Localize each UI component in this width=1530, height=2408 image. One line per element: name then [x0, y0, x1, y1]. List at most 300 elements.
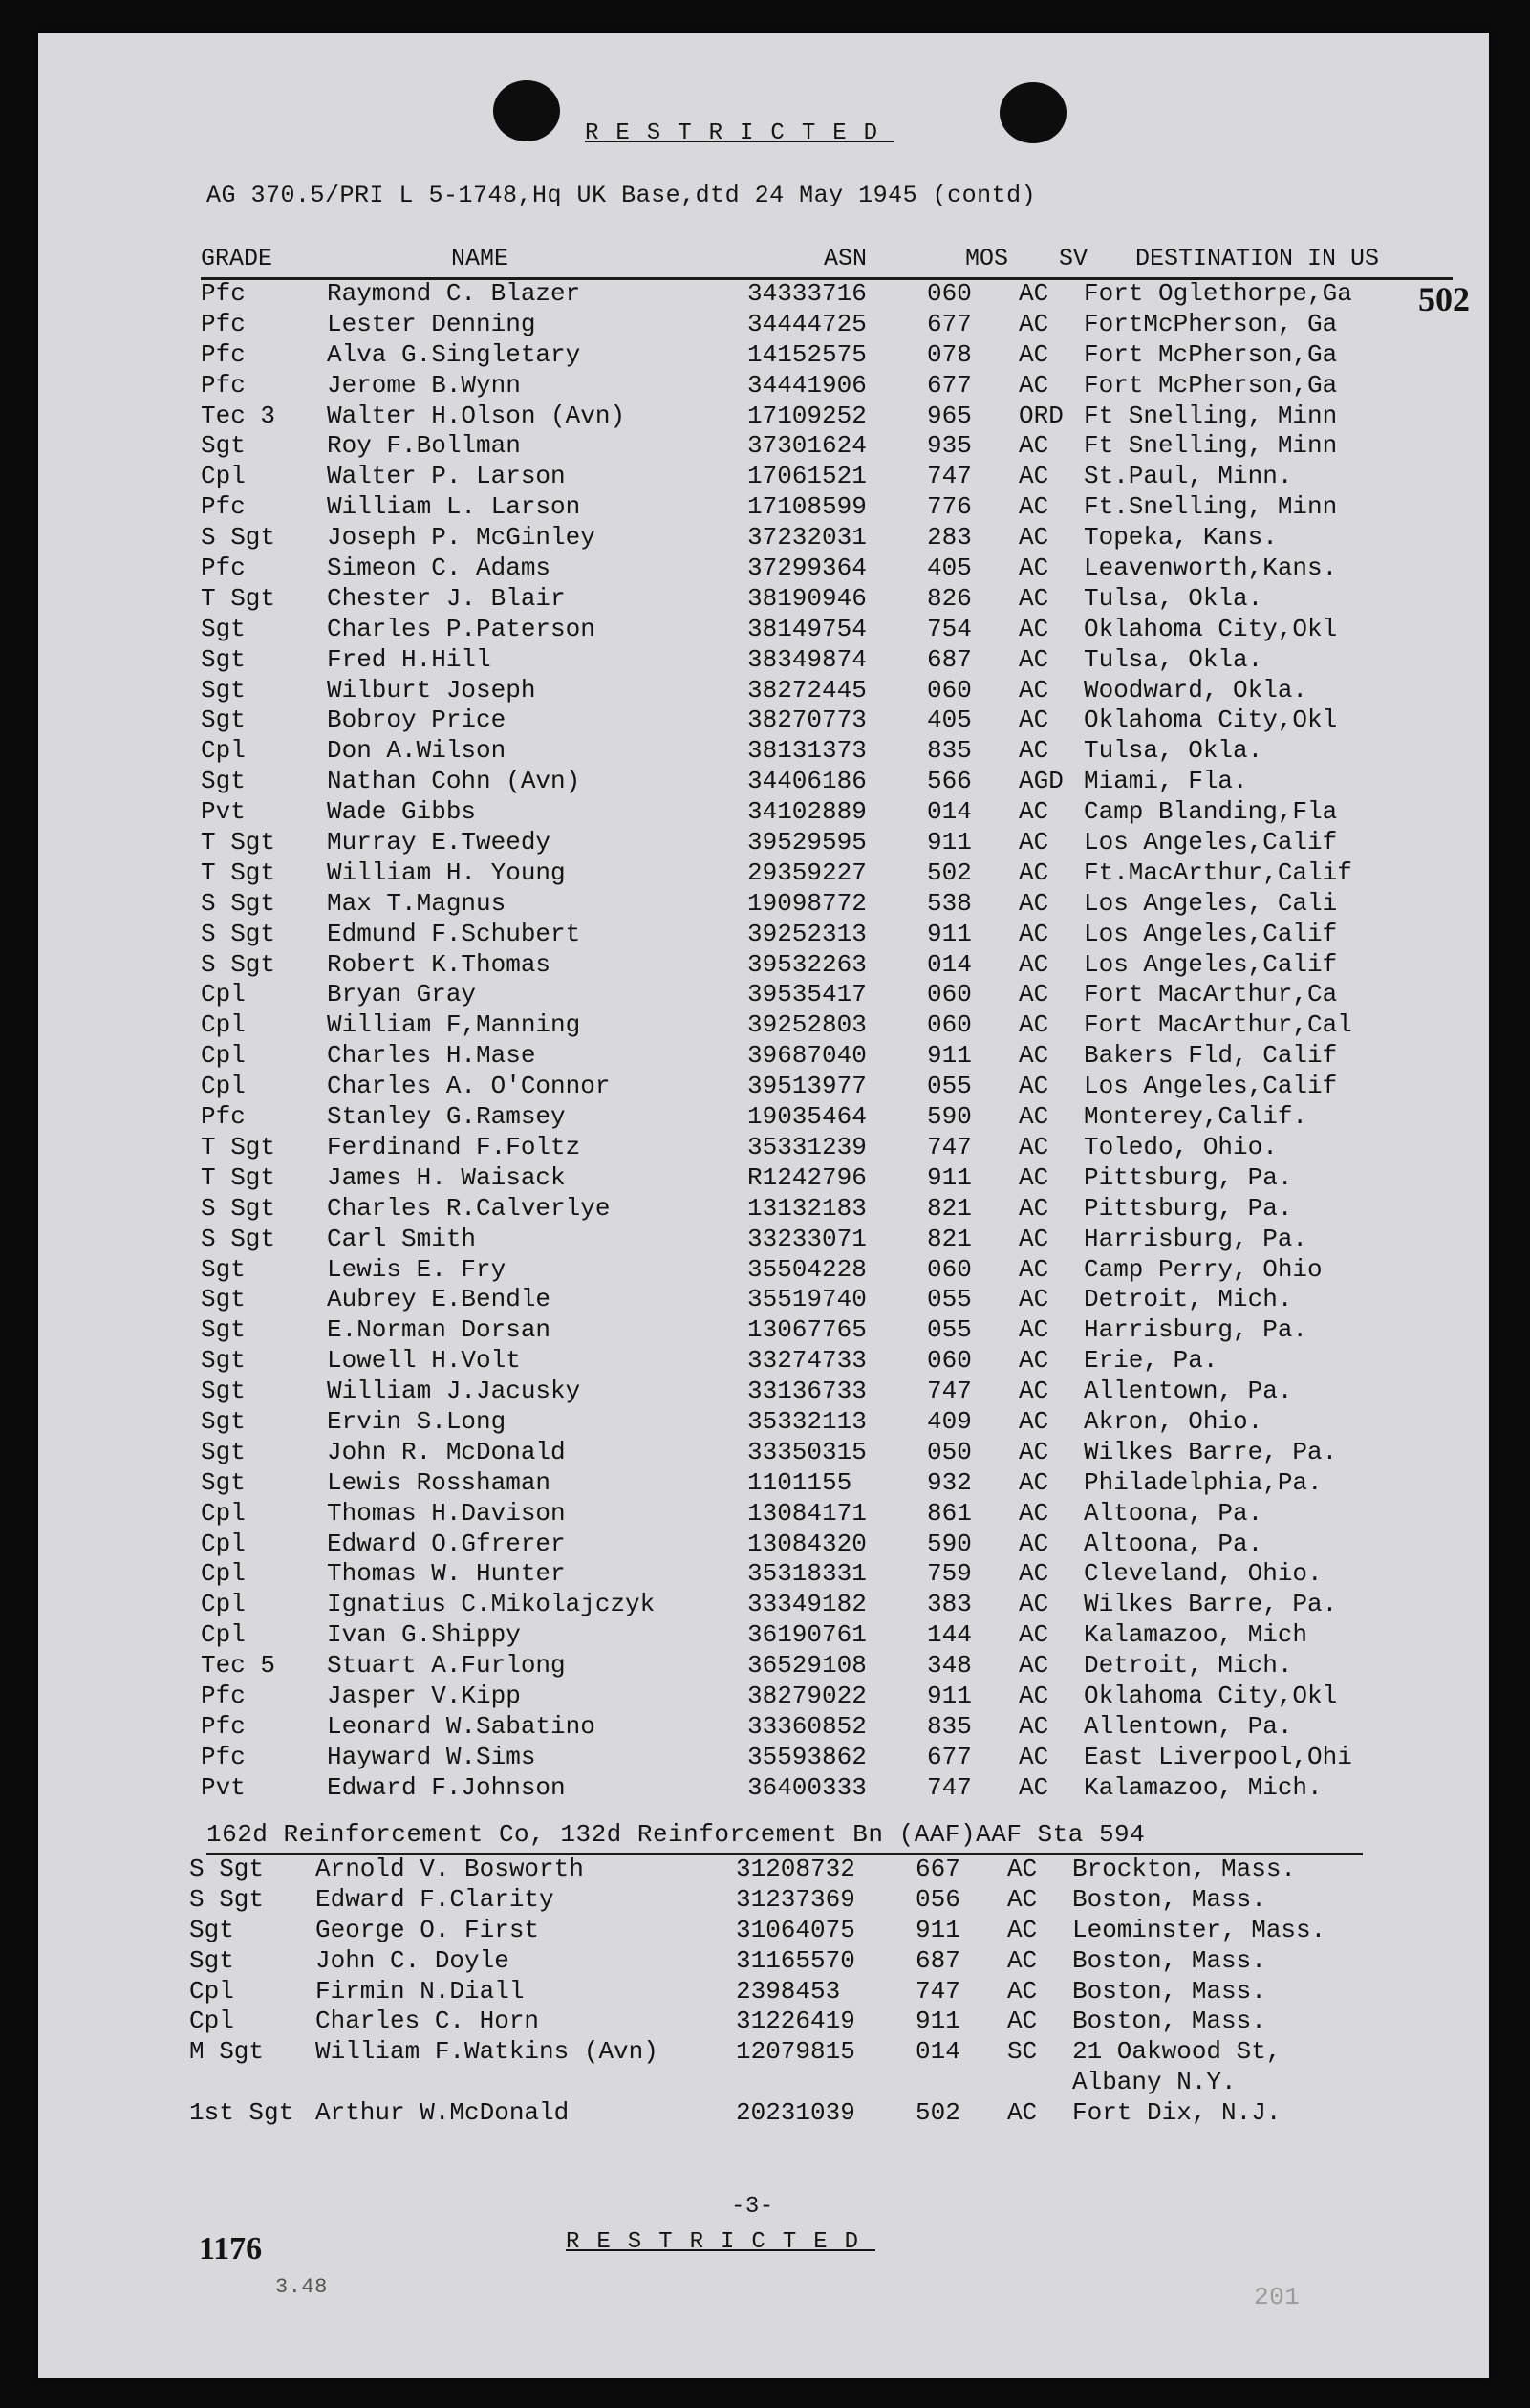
cell-dest: FortMcPherson, Ga: [1084, 309, 1338, 338]
cell-asn: 33136733: [747, 1377, 867, 1406]
table-row: [201, 676, 1428, 706]
cell-name: Joseph P. McGinley: [327, 523, 595, 553]
cell-name: Aubrey E.Bendle: [327, 1285, 551, 1314]
col-header-sv: SV: [1059, 245, 1088, 272]
cell-mos: 060: [927, 1254, 972, 1284]
cell-asn: [736, 2068, 916, 2098]
table-row: [201, 1529, 1428, 1560]
cell-name: Simeon C. Adams: [327, 553, 551, 583]
cell-name: Arnold V. Bosworth: [315, 1855, 584, 1883]
cell-sv: AC: [1019, 736, 1049, 766]
cell-asn: 34441906: [747, 370, 867, 400]
cell-sv: AC: [1019, 1224, 1049, 1253]
cell-grade: [189, 2068, 315, 2098]
cell-mos: 821: [927, 1224, 972, 1253]
cell-asn: 13067765: [747, 1315, 867, 1345]
cell-mos: 405: [927, 553, 972, 583]
cell-sv: AC: [1019, 1010, 1049, 1040]
cell-sv: AC: [1007, 2098, 1038, 2128]
cell-grade: Pfc: [201, 553, 246, 583]
cell-asn: 19035464: [747, 1102, 867, 1132]
cell-mos: 965: [927, 401, 972, 430]
cell-sv: AC: [1007, 1855, 1038, 1883]
cell-grade: Tec 3: [201, 401, 276, 430]
cell-grade: 1st Sgt: [189, 2098, 294, 2128]
cell-asn: 37232031: [747, 523, 867, 553]
cell-dest: Boston, Mass.: [1072, 1945, 1266, 1975]
table-row: [201, 1559, 1428, 1590]
table-row: [201, 1163, 1428, 1194]
table-row: [201, 1590, 1428, 1620]
cell-mos: 911: [927, 919, 972, 948]
table-row: [201, 462, 1428, 492]
cell-dest: Los Angeles, Cali: [1084, 888, 1338, 918]
table-row: [201, 401, 1428, 432]
cell-sv: AC: [1019, 553, 1049, 583]
cell-grade: Cpl: [201, 1498, 246, 1528]
cell-grade: Pvt: [201, 797, 246, 827]
cell-mos: 590: [927, 1102, 972, 1132]
table-row: [201, 858, 1428, 889]
cell-asn: 13084320: [747, 1529, 867, 1558]
cell-asn: 36190761: [747, 1620, 867, 1650]
table-row: [201, 1072, 1428, 1102]
cell-grade: Pfc: [201, 339, 246, 369]
faint-mark: 201: [1254, 2283, 1301, 2311]
cell-mos: 144: [927, 1620, 972, 1650]
cell-sv: AGD: [1019, 767, 1064, 796]
table-row: [201, 1743, 1428, 1773]
cell-name: Hayward W.Sims: [327, 1742, 536, 1771]
table-row: [201, 705, 1428, 736]
cell-sv: AC: [1019, 1772, 1049, 1802]
cell-sv: AC: [1019, 523, 1049, 553]
cell-asn: 39252313: [747, 919, 867, 948]
table-row: [201, 645, 1428, 676]
cell-grade: T Sgt: [201, 1162, 276, 1192]
cell-dest: Wilkes Barre, Pa.: [1084, 1590, 1338, 1619]
cell-asn: 38149754: [747, 614, 867, 643]
cell-mos: 747: [927, 1772, 972, 1802]
column-header-row: [201, 245, 1453, 280]
cell-mos: 409: [927, 1406, 972, 1436]
cell-name: Lewis E. Fry: [327, 1254, 506, 1284]
classification-stamp-bottom: RESTRICTED: [566, 2229, 876, 2255]
table-row: [189, 2098, 1416, 2129]
cell-sv: AC: [1019, 1193, 1049, 1223]
cell-dest: Detroit, Mich.: [1084, 1285, 1293, 1314]
cell-sv: AC: [1019, 980, 1049, 1009]
cell-asn: 33274733: [747, 1346, 867, 1376]
cell-grade: Sgt: [201, 705, 246, 735]
cell-dest: Los Angeles,Calif: [1084, 919, 1338, 948]
cell-asn: 1101155: [747, 1467, 852, 1497]
cell-name: Bobroy Price: [327, 705, 506, 735]
cell-mos: 677: [927, 1742, 972, 1771]
cell-dest: Boston, Mass.: [1072, 1884, 1266, 1914]
cell-name: Carl Smith: [327, 1224, 477, 1253]
cell-dest: St.Paul, Minn.: [1084, 462, 1293, 491]
cell-sv: AC: [1019, 1377, 1049, 1406]
cell-grade: Pfc: [201, 309, 246, 338]
cell-name: Thomas W. Hunter: [327, 1559, 566, 1589]
cell-name: Stanley G.Ramsey: [327, 1102, 566, 1132]
cell-asn: 17109252: [747, 401, 867, 430]
cell-sv: AC: [1007, 1884, 1038, 1914]
table-row: [201, 1041, 1428, 1072]
cell-asn: 17108599: [747, 492, 867, 522]
cell-sv: AC: [1019, 644, 1049, 674]
cell-dest: Allentown, Pa.: [1084, 1377, 1293, 1406]
cell-grade: S Sgt: [201, 1224, 276, 1253]
cell-dest: Cleveland, Ohio.: [1084, 1559, 1323, 1589]
cell-grade: Sgt: [189, 1945, 234, 1975]
cell-dest: Philadelphia,Pa.: [1084, 1467, 1323, 1497]
cell-dest: 21 Oakwood St,: [1072, 2037, 1282, 2067]
cell-mos: 060: [927, 1010, 972, 1040]
table-row: [201, 1225, 1428, 1255]
table-row: [189, 1916, 1416, 1946]
cell-mos: 747: [916, 1976, 960, 2006]
cell-asn: 34102889: [747, 797, 867, 827]
cell-dest: Los Angeles,Calif: [1084, 828, 1338, 857]
cell-asn: 39513977: [747, 1072, 867, 1101]
cell-asn: 36400333: [747, 1772, 867, 1802]
cell-grade: M Sgt: [189, 2037, 265, 2067]
cell-name: James H. Waisack: [327, 1162, 566, 1192]
cell-mos: 383: [927, 1590, 972, 1619]
table-row: [201, 584, 1428, 615]
cell-sv: AC: [1019, 309, 1049, 338]
cell-sv: [1007, 2068, 1072, 2098]
cell-asn: 39687040: [747, 1041, 867, 1071]
cell-grade: Tec 5: [201, 1651, 276, 1681]
cell-sv: AC: [1019, 279, 1049, 308]
table-row: [201, 1407, 1428, 1438]
cell-name: Charles P.Paterson: [327, 614, 595, 643]
cell-grade: S Sgt: [189, 1884, 265, 1914]
cell-mos: 055: [927, 1285, 972, 1314]
cell-dest: Toledo, Ohio.: [1084, 1132, 1278, 1161]
cell-mos: 538: [927, 888, 972, 918]
cell-sv: AC: [1019, 1406, 1049, 1436]
cell-asn: 33350315: [747, 1437, 867, 1466]
table-row: [201, 1651, 1428, 1681]
table-row: [201, 1285, 1428, 1315]
cell-asn: 35332113: [747, 1406, 867, 1436]
cell-mos: 776: [927, 492, 972, 522]
cell-name: Murray E.Tweedy: [327, 828, 551, 857]
cell-mos: 060: [927, 980, 972, 1009]
cell-dest: Los Angeles,Calif: [1084, 1072, 1338, 1101]
cell-asn: 34406186: [747, 767, 867, 796]
table-row: [201, 371, 1428, 401]
table-row: [201, 1194, 1428, 1225]
cell-dest: Oklahoma City,Okl: [1084, 614, 1338, 643]
table-row: [201, 797, 1428, 828]
cell-name: Charles A. O'Connor: [327, 1072, 611, 1101]
cell-sv: AC: [1019, 1529, 1049, 1558]
cell-sv: ORD: [1019, 401, 1064, 430]
roster-table-main: [201, 279, 1428, 1804]
cell-name: Alva G.Singletary: [327, 339, 581, 369]
cell-name: Chester J. Blair: [327, 583, 566, 613]
cell-dest: Leavenworth,Kans.: [1084, 553, 1338, 583]
cell-grade: Pvt: [201, 1772, 246, 1802]
cell-name: William F,Manning: [327, 1010, 581, 1040]
cell-name: Leonard W.Sabatino: [327, 1711, 595, 1741]
cell-asn: 14152575: [747, 339, 867, 369]
cell-asn: 39535417: [747, 980, 867, 1009]
cell-asn: 2398453: [736, 1976, 841, 2006]
cell-asn: 31237369: [736, 1884, 855, 1914]
cell-mos: 747: [927, 1132, 972, 1161]
cell-dest: Albany N.Y.: [1072, 2068, 1237, 2097]
cell-mos: 932: [927, 1467, 972, 1497]
table-row: [201, 1315, 1428, 1346]
cell-grade: Cpl: [201, 1559, 246, 1589]
cell-grade: S Sgt: [201, 1193, 276, 1223]
cell-sv: AC: [1019, 675, 1049, 705]
unit-heading: 162d Reinforcement Co, 132d Reinforcement Bn (AAF)AAF Sta 594: [206, 1820, 1363, 1855]
cell-mos: 502: [916, 2098, 960, 2128]
cell-mos: 911: [927, 1162, 972, 1192]
cell-name: Walter H.Olson (Avn): [327, 401, 626, 430]
cell-grade: Sgt: [201, 431, 246, 461]
table-row: [201, 950, 1428, 981]
cell-dest: Pittsburg, Pa.: [1084, 1162, 1293, 1192]
cell-dest: Fort Dix, N.J.: [1072, 2098, 1282, 2128]
cell-sv: AC: [1019, 1315, 1049, 1345]
cell-grade: Cpl: [189, 1976, 234, 2006]
cell-dest: Bakers Fld, Calif: [1084, 1041, 1338, 1071]
cell-grade: Sgt: [201, 767, 246, 796]
cell-grade: Sgt: [201, 675, 246, 705]
table-row: [201, 1010, 1428, 1041]
cell-asn: 38270773: [747, 705, 867, 735]
document-reference: AG 370.5/PRI L 5-1748,Hq UK Base,dtd 24 May 1945 (contd): [206, 182, 1037, 209]
cell-sv: AC: [1019, 1498, 1049, 1528]
table-row: [201, 279, 1428, 310]
cell-dest: Wilkes Barre, Pa.: [1084, 1437, 1338, 1466]
cell-grade: Sgt: [201, 1285, 246, 1314]
table-row: [189, 1885, 1416, 1916]
cell-asn: 17061521: [747, 462, 867, 491]
cell-grade: Pfc: [201, 370, 246, 400]
cell-mos: 566: [927, 767, 972, 796]
cell-mos: [916, 2068, 1007, 2098]
cell-grade: Sgt: [201, 1467, 246, 1497]
table-row: [201, 1102, 1428, 1133]
cell-sv: AC: [1019, 1072, 1049, 1101]
cell-grade: Cpl: [189, 2007, 234, 2036]
cell-grade: S Sgt: [201, 523, 276, 553]
cell-dest: Miami, Fla.: [1084, 767, 1248, 796]
cell-asn: 13084171: [747, 1498, 867, 1528]
cell-name: Stuart A.Furlong: [327, 1651, 566, 1681]
cell-mos: 935: [927, 431, 972, 461]
cell-dest: Altoona, Pa.: [1084, 1498, 1263, 1528]
cell-name: [315, 2068, 736, 2098]
classification-stamp-top: RESTRICTED: [585, 120, 895, 146]
cell-asn: 39529595: [747, 828, 867, 857]
cell-mos: 821: [927, 1193, 972, 1223]
cell-sv: AC: [1019, 1467, 1049, 1497]
cell-name: Firmin N.Diall: [315, 1976, 525, 2006]
cell-asn: 35318331: [747, 1559, 867, 1589]
col-header-mos: MOS: [965, 245, 1009, 272]
cell-sv: AC: [1019, 1590, 1049, 1619]
table-row: [189, 2068, 1416, 2098]
cell-mos: 590: [927, 1529, 972, 1558]
cell-asn: 38131373: [747, 736, 867, 766]
table-row: [201, 310, 1428, 340]
cell-sv: AC: [1019, 339, 1049, 369]
cell-mos: 861: [927, 1498, 972, 1528]
footer-page-number: -3-: [731, 2194, 774, 2220]
cell-asn: 31226419: [736, 2007, 855, 2036]
cell-asn: 34444725: [747, 309, 867, 338]
cell-name: Edward O.Gfrerer: [327, 1529, 566, 1558]
table-row: [201, 615, 1428, 645]
cell-asn: 36529108: [747, 1651, 867, 1681]
cell-grade: Sgt: [201, 614, 246, 643]
cell-asn: 34333716: [747, 279, 867, 308]
cell-name: E.Norman Dorsan: [327, 1315, 551, 1345]
cell-sv: AC: [1019, 705, 1049, 735]
cell-mos: 687: [927, 644, 972, 674]
cell-asn: 31064075: [736, 1915, 855, 1944]
cell-mos: 835: [927, 1711, 972, 1741]
table-row: [189, 2007, 1416, 2037]
cell-mos: 911: [916, 2007, 960, 2036]
cell-mos: 055: [927, 1072, 972, 1101]
cell-name: John R. McDonald: [327, 1437, 566, 1466]
cell-sv: AC: [1019, 1437, 1049, 1466]
table-row: [201, 980, 1428, 1010]
cell-mos: 754: [927, 614, 972, 643]
cell-asn: 33360852: [747, 1711, 867, 1741]
cell-sv: AC: [1007, 1945, 1038, 1975]
table-row: [201, 1438, 1428, 1468]
cell-dest: Kalamazoo, Mich: [1084, 1620, 1308, 1650]
cell-mos: 911: [927, 1681, 972, 1710]
table-row: [201, 1773, 1428, 1804]
cell-mos: 405: [927, 705, 972, 735]
cell-grade: Cpl: [201, 1010, 246, 1040]
cell-dest: Tulsa, Okla.: [1084, 583, 1263, 613]
cell-name: Wilburt Joseph: [327, 675, 536, 705]
cell-dest: Allentown, Pa.: [1084, 1711, 1293, 1741]
cell-name: Ivan G.Shippy: [327, 1620, 521, 1650]
cell-name: Roy F.Bollman: [327, 431, 521, 461]
cell-mos: 687: [916, 1945, 960, 1975]
table-row: [201, 340, 1428, 371]
cell-sv: AC: [1019, 1742, 1049, 1771]
cell-name: Ervin S.Long: [327, 1406, 506, 1436]
cell-dest: Kalamazoo, Mich.: [1084, 1772, 1323, 1802]
cell-grade: Cpl: [201, 1620, 246, 1650]
table-row: [189, 1946, 1416, 1977]
cell-mos: 677: [927, 309, 972, 338]
cell-grade: Pfc: [201, 492, 246, 522]
cell-name: William L. Larson: [327, 492, 581, 522]
cell-dest: Tulsa, Okla.: [1084, 736, 1263, 766]
cell-name: Charles C. Horn: [315, 2007, 540, 2036]
cell-dest: Woodward, Okla.: [1084, 675, 1308, 705]
cell-grade: Sgt: [201, 1406, 246, 1436]
cell-dest: Leominster, Mass.: [1072, 1915, 1326, 1944]
cell-asn: 37299364: [747, 553, 867, 583]
table-row: [201, 1681, 1428, 1712]
cell-grade: Cpl: [201, 1041, 246, 1071]
cell-grade: Pfc: [201, 1102, 246, 1132]
cell-name: Edward F.Clarity: [315, 1884, 554, 1914]
cell-name: Robert K.Thomas: [327, 949, 551, 979]
cell-name: Raymond C. Blazer: [327, 279, 581, 308]
cell-mos: 747: [927, 462, 972, 491]
cell-name: Charles R.Calverlye: [327, 1193, 611, 1223]
col-header-grade: GRADE: [201, 245, 273, 272]
cell-dest: Fort McPherson,Ga: [1084, 339, 1338, 369]
cell-asn: 19098772: [747, 888, 867, 918]
cell-dest: Akron, Ohio.: [1084, 1406, 1263, 1436]
cell-name: William F.Watkins (Avn): [315, 2037, 658, 2067]
cell-grade: Sgt: [201, 644, 246, 674]
cell-sv: AC: [1019, 370, 1049, 400]
cell-mos: 502: [927, 857, 972, 887]
punch-hole-left: [493, 80, 560, 141]
cell-sv: AC: [1019, 797, 1049, 827]
cell-dest: Ft.Snelling, Minn: [1084, 492, 1338, 522]
cell-name: Lewis Rosshaman: [327, 1467, 551, 1497]
cell-grade: Cpl: [201, 1529, 246, 1558]
cell-sv: AC: [1019, 857, 1049, 887]
cell-name: John C. Doyle: [315, 1945, 509, 1975]
cell-sv: AC: [1019, 1681, 1049, 1710]
cell-asn: 31208732: [736, 1855, 855, 1883]
cell-sv: AC: [1019, 1620, 1049, 1650]
table-row: [201, 1499, 1428, 1529]
cell-mos: 014: [927, 797, 972, 827]
cell-name: Lester Denning: [327, 309, 536, 338]
cell-name: William H. Young: [327, 857, 566, 887]
cell-name: Walter P. Larson: [327, 462, 566, 491]
cell-grade: Sgt: [201, 1437, 246, 1466]
document-page: [38, 33, 1489, 2378]
cell-dest: Boston, Mass.: [1072, 1976, 1266, 2006]
cell-name: Max T.Magnus: [327, 888, 506, 918]
cell-grade: S Sgt: [201, 888, 276, 918]
cell-grade: Cpl: [201, 736, 246, 766]
cell-dest: Oklahoma City,Okl: [1084, 705, 1338, 735]
cell-mos: 677: [927, 370, 972, 400]
file-number: 1176: [199, 2231, 263, 2267]
cell-grade: Sgt: [201, 1377, 246, 1406]
cell-mos: 060: [927, 675, 972, 705]
table-row: [201, 1377, 1428, 1407]
cell-mos: 826: [927, 583, 972, 613]
cell-name: William J.Jacusky: [327, 1377, 581, 1406]
cell-mos: 014: [916, 2037, 960, 2067]
cell-sv: AC: [1019, 1711, 1049, 1741]
cell-asn: 35504228: [747, 1254, 867, 1284]
cell-grade: Cpl: [201, 462, 246, 491]
cell-grade: Sgt: [201, 1315, 246, 1345]
cell-asn: 35331239: [747, 1132, 867, 1161]
cell-grade: Pfc: [201, 279, 246, 308]
cell-grade: T Sgt: [201, 828, 276, 857]
